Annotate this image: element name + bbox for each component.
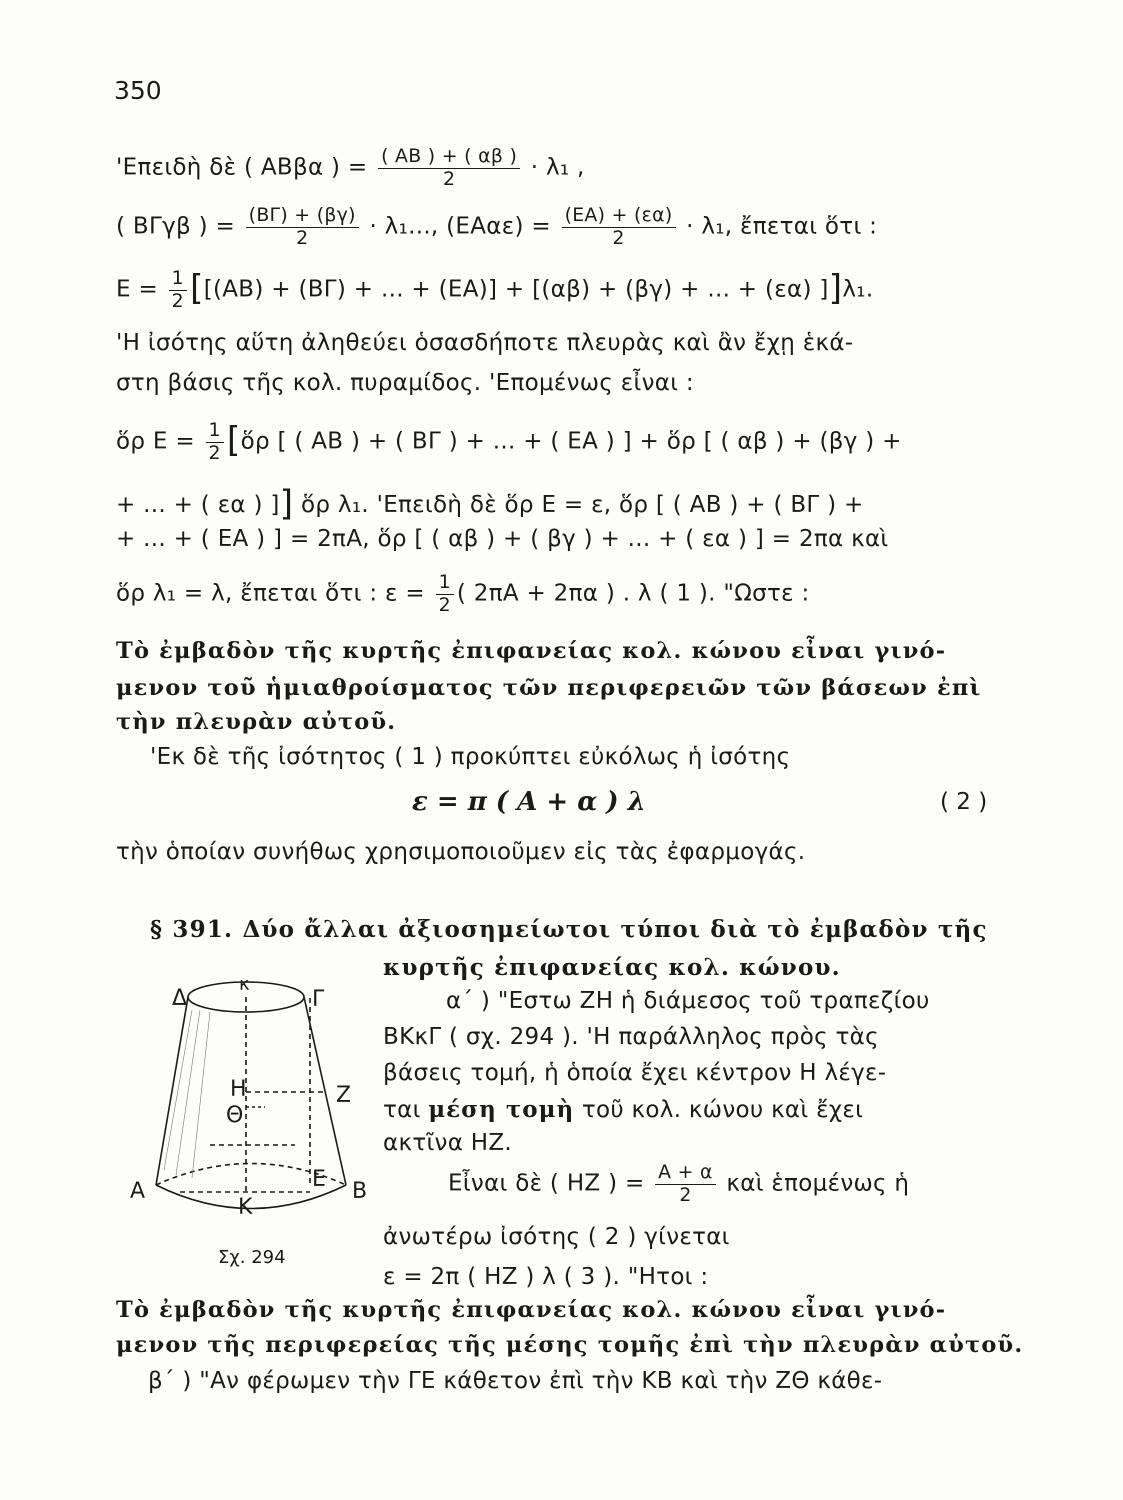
formula-line-6: ὅρ Ε = $\frac{1}{2}$ [ὅρ [ ( ΑΒ ) + ( ΒΓ ) + ... + ( ΕΑ ) ] + ὅρ [ ( αβ ) + (βγ ) + <box>116 419 902 464</box>
label-theta: Θ <box>226 1103 244 1128</box>
equation-3: ε = 2π ( ΗΖ ) λ ( 3 ). "Ητοι : <box>383 1264 709 1290</box>
label-kappa: κ <box>239 974 250 995</box>
text-line: α΄ ) "Εστω ΖΗ ἡ διάμεσος τοῦ τραπεζίου <box>446 988 930 1014</box>
text-line: ακτῖνα ΗΖ. <box>383 1130 513 1156</box>
label-gamma: Γ <box>312 987 325 1012</box>
section-heading-cont: κυρτῆς ἐπιφανείας κολ. κώνου. <box>383 954 841 981</box>
theorem-line: τὴν πλευρὰν αὐτοῦ. <box>116 709 397 735</box>
label-kappa-cap: Κ <box>238 1195 253 1220</box>
paragraph: τὴν ὁποίαν συνήθως χρησιμοποιοῦμεν εἰς τὰς ἐφαρμογάς. <box>116 839 806 865</box>
label-beta: Β <box>352 1179 368 1204</box>
paragraph: 'Εκ δὲ τῆς ἰσότητος ( 1 ) προκύπτει εὐκόλως ἡ ἰσότης <box>150 744 791 770</box>
label-alpha: Α <box>130 1179 146 1204</box>
formula-line-9: ὅρ λ₁ = λ, ἔπεται ὅτι : ε = $\frac{1}{2}$ ( 2πΑ + 2πα ) . λ ( 1 ). "Ωστε : <box>116 571 810 616</box>
theorem-line: Τὸ ἐμβαδὸν τῆς κυρτῆς ἐπιφανείας κολ. κώνου εἶναι γινό- <box>116 638 947 664</box>
text-line: ἀνωτέρω ἰσότης ( 2 ) γίνεται <box>383 1224 730 1250</box>
label-epsilon: Ε <box>312 1167 326 1192</box>
equation-2: ε = π ( Α + α ) λ <box>412 787 646 817</box>
theorem-line: μενον τοῦ ἡμιαθροίσματος τῶν περιφερειῶν τῶν βάσεων ἐπὶ <box>116 675 982 701</box>
label-delta: Δ <box>172 986 188 1011</box>
text-line: ΒΚκΓ ( σχ. 294 ). 'Η παράλληλος πρὸς τὰς <box>383 1024 879 1050</box>
text-line: 'Η ἰσότης αὕτη ἀληθεύει ὁσασδήποτε πλευρὰς καὶ ἂν ἔχῃ ἑκά- <box>116 330 854 356</box>
text-line: βάσεις τομή, ἡ ὁποία ἔχει κέντρον Η λέγε- <box>383 1060 887 1086</box>
section-heading: § 391. Δύο ἄλλαι ἀξιοσημείωτοι τύποι διὰ τὸ ἐμβαδὸν τῆς <box>150 916 988 943</box>
page-number: 350 <box>114 76 162 105</box>
text-line: + ... + ( ΕΑ ) ] = 2πΑ, ὅρ [ ( αβ ) + ( βγ ) + ... + ( εα ) ] = 2πα καὶ <box>116 526 889 552</box>
equation-number: ( 2 ) <box>940 789 988 815</box>
text-line: στη βάσις τῆς κολ. πυραμίδος. 'Επομένως εἶναι : <box>116 370 694 396</box>
formula-line-1: 'Επειδὴ δὲ ( ΑΒβα ) = $\frac{( AB ) + ( \alpha\beta )}{2}$ · λ₁ , <box>116 145 585 190</box>
figure-caption: Σχ. 294 <box>218 1247 286 1268</box>
label-eta: Η <box>230 1077 247 1102</box>
text-line: β΄ ) "Αν φέρωμεν τὴν ΓΕ κάθετον ἐπὶ τὴν ΚΒ καὶ τὴν ΖΘ κάθε- <box>148 1368 883 1394</box>
formula-line-3: Ε = $\frac{1}{2}$ [[(ΑΒ) + (ΒΓ) + ... + (ΕΑ)] + [(αβ) + (βγ) + ... + (εα) ]]λ₁. <box>116 267 874 312</box>
text-line: ται μέση τομὴ τοῦ κολ. κώνου καὶ ἔχει <box>383 1096 864 1123</box>
hz-formula: Εἶναι δὲ ( ΗΖ ) = $\frac{A + \alpha}{2}$ καὶ ἑπομένως ἡ <box>448 1161 910 1206</box>
theorem-line: Τὸ ἐμβαδὸν τῆς κυρτῆς ἐπιφανείας κολ. κώνου εἶναι γινό- <box>116 1297 947 1323</box>
frustum-figure <box>120 970 380 1280</box>
formula-line-2: ( ΒΓγβ ) = $\frac{(B\Gamma) + (\beta\gamma)}{2}$ · λ₁..., (ΕΑαε) = $\frac{(EA) + (\varepsilon\alpha)}{2}$ · λ₁, ἔπεται ὅτι : <box>116 204 878 249</box>
theorem-line: μενον τῆς περιφερείας τῆς μέσης τομῆς ἐπὶ τὴν πλευρὰν αὐτοῦ. <box>116 1332 1024 1358</box>
formula-line-7: + ... + ( εα ) ]] ὅρ λ₁. 'Επειδὴ δὲ ὅρ Ε = ε, ὅρ [ ( ΑΒ ) + ( ΒΓ ) + <box>116 484 864 524</box>
fraction: $\frac{( AB ) + ( \alpha\beta )}{2}$ <box>378 146 520 190</box>
label-zeta: Ζ <box>336 1083 352 1108</box>
